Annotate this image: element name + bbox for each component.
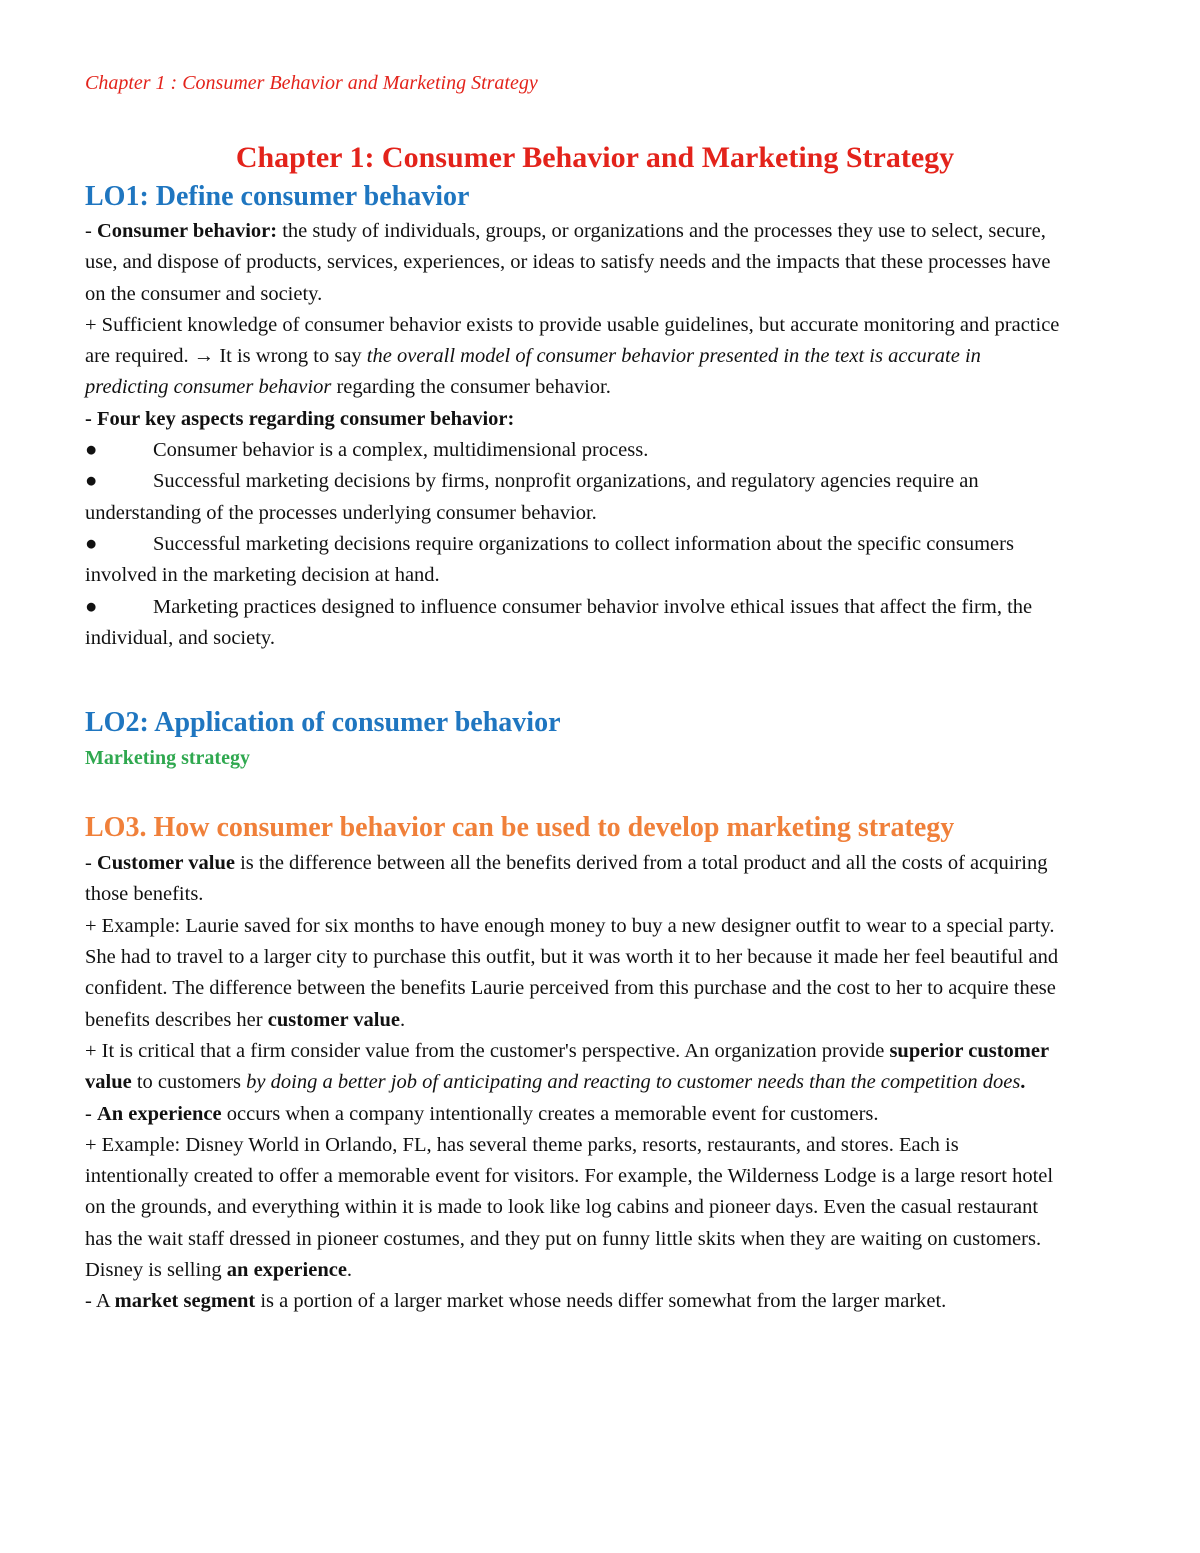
bullet-item <box>85 529 1065 592</box>
crit-mid: to customers <box>131 1071 247 1094</box>
cv-term: Customer value <box>96 852 235 875</box>
bullet-icon: ● <box>85 439 98 462</box>
bullet-icon: ● <box>85 470 98 493</box>
note-italic: the overall model of consumer behavior presented in the text is accurate in predicting consumer behavior <box>85 345 981 399</box>
customer-value-definition <box>85 848 1065 911</box>
disney-example <box>85 1130 1065 1286</box>
aspects-heading <box>85 404 1065 435</box>
seg-term: market segment <box>114 1290 256 1313</box>
crit-end: . <box>1020 1071 1026 1094</box>
bullet-item <box>85 466 1065 529</box>
consumer-behavior-definition <box>85 216 1065 310</box>
ex1-text: + Example: Laurie saved for six months to have enough money to buy a new designer outfit to wear to a special party. She had to travel to a larger city to purchase this outfit, but it was worth it to her because it made her feel beautiful and confident. The difference between the benefits Laurie perceived from this purchase and the cost to her to acquire these benefits describes her <box>85 914 1059 1031</box>
market-segment-definition <box>85 1286 1065 1317</box>
crit-italic: by doing a better job of anticipating and reacting to customer needs than the competition does <box>246 1071 1021 1094</box>
note-text: + Sufficient knowledge of consumer behavior exists to provide usable guidelines, but accurate monitoring and practice are required. → It is wrong to say <box>85 313 1060 368</box>
bullet-item <box>85 435 1065 466</box>
bullet-item <box>85 592 1065 655</box>
superior-value-note <box>85 1036 1065 1099</box>
ex2-term: an experience <box>226 1259 347 1282</box>
note-end: regarding the consumer behavior. <box>331 376 611 399</box>
exp-text: occurs when a company intentionally creates a memorable event for customers. <box>221 1102 879 1125</box>
cv-text: is the difference between all the benefits derived from a total product and all the costs of acquiring those benefits. <box>85 852 1048 906</box>
seg-text: is a portion of a larger market whose needs differ somewhat from the larger market. <box>255 1290 947 1313</box>
bullet-text: Successful marketing decisions by firms, nonprofit organizations, and regulatory agencies require an understanding of the processes underlying consumer behavior. <box>85 470 979 524</box>
bullet-text: Marketing practices designed to influence consumer behavior involve ethical issues that affect the firm, the individual, and society. <box>85 595 1033 649</box>
lo2-heading: LO2: Application of consumer behavior <box>85 707 561 739</box>
ex1-end: . <box>400 1008 406 1031</box>
aspects-heading-text: - Four key aspects regarding consumer behavior: <box>85 407 515 430</box>
document-body <box>85 138 1065 1318</box>
bullet-text: Consumer behavior is a complex, multidimensional process. <box>153 439 649 462</box>
bullet-text: Successful marketing decisions require organizations to collect information about the specific consumers involved in the marketing decision at hand. <box>85 532 1014 587</box>
definition-text: the study of individuals, groups, or organizations and the processes they use to select, secure, use, and dispose of products, services, experiences, or ideas to satisfy needs and the impacts that these processes have on the consumer and society. <box>85 220 1051 305</box>
marketing-strategy-subheading: Marketing strategy <box>85 747 250 770</box>
knowledge-note <box>85 310 1065 404</box>
experience-definition <box>85 1099 1065 1130</box>
laurie-example <box>85 911 1065 1036</box>
exp-prefix: - <box>85 1102 97 1125</box>
lo1-heading: LO1: Define consumer behavior <box>85 181 470 212</box>
ex2-text: + Example: Disney World in Orlando, FL, has several theme parks, resorts, restaurants, and stores. Each is intentionally created to offer a memorable event for visitors. For example, the Wilderness Lodge is a large resort hotel on the grounds, and everything within it is made to look like log cabins and pioneer days. Even the casual restaurant has the wait staff dressed in pioneer costumes, and they put on funny little skits when they are waiting on customers. Disney is selling <box>85 1133 1054 1282</box>
exp-term: An experience <box>96 1102 222 1125</box>
definition-term: Consumer behavior: <box>96 220 278 242</box>
seg-prefix: - A <box>85 1290 115 1313</box>
crit-text: + It is critical that a firm consider value from the customer's perspective. An organization provide <box>85 1039 890 1062</box>
section-spacer <box>85 774 1065 807</box>
running-header: Chapter 1 : Consumer Behavior and Marketing Strategy <box>85 72 538 94</box>
bullet-icon: ● <box>85 595 98 618</box>
page-title: Chapter 1: Consumer Behavior and Marketing Strategy <box>235 141 955 174</box>
cv-prefix: - <box>85 852 97 875</box>
ex2-end: . <box>346 1259 353 1282</box>
section-spacer <box>85 654 1065 704</box>
ex1-term: customer value <box>267 1008 400 1031</box>
lo3-heading: LO3. How consumer behavior can be used to develop marketing strategy <box>85 812 955 844</box>
definition-prefix: - <box>85 220 97 242</box>
bullet-icon: ● <box>85 532 98 555</box>
crit-term: superior customer value <box>85 1039 1049 1094</box>
